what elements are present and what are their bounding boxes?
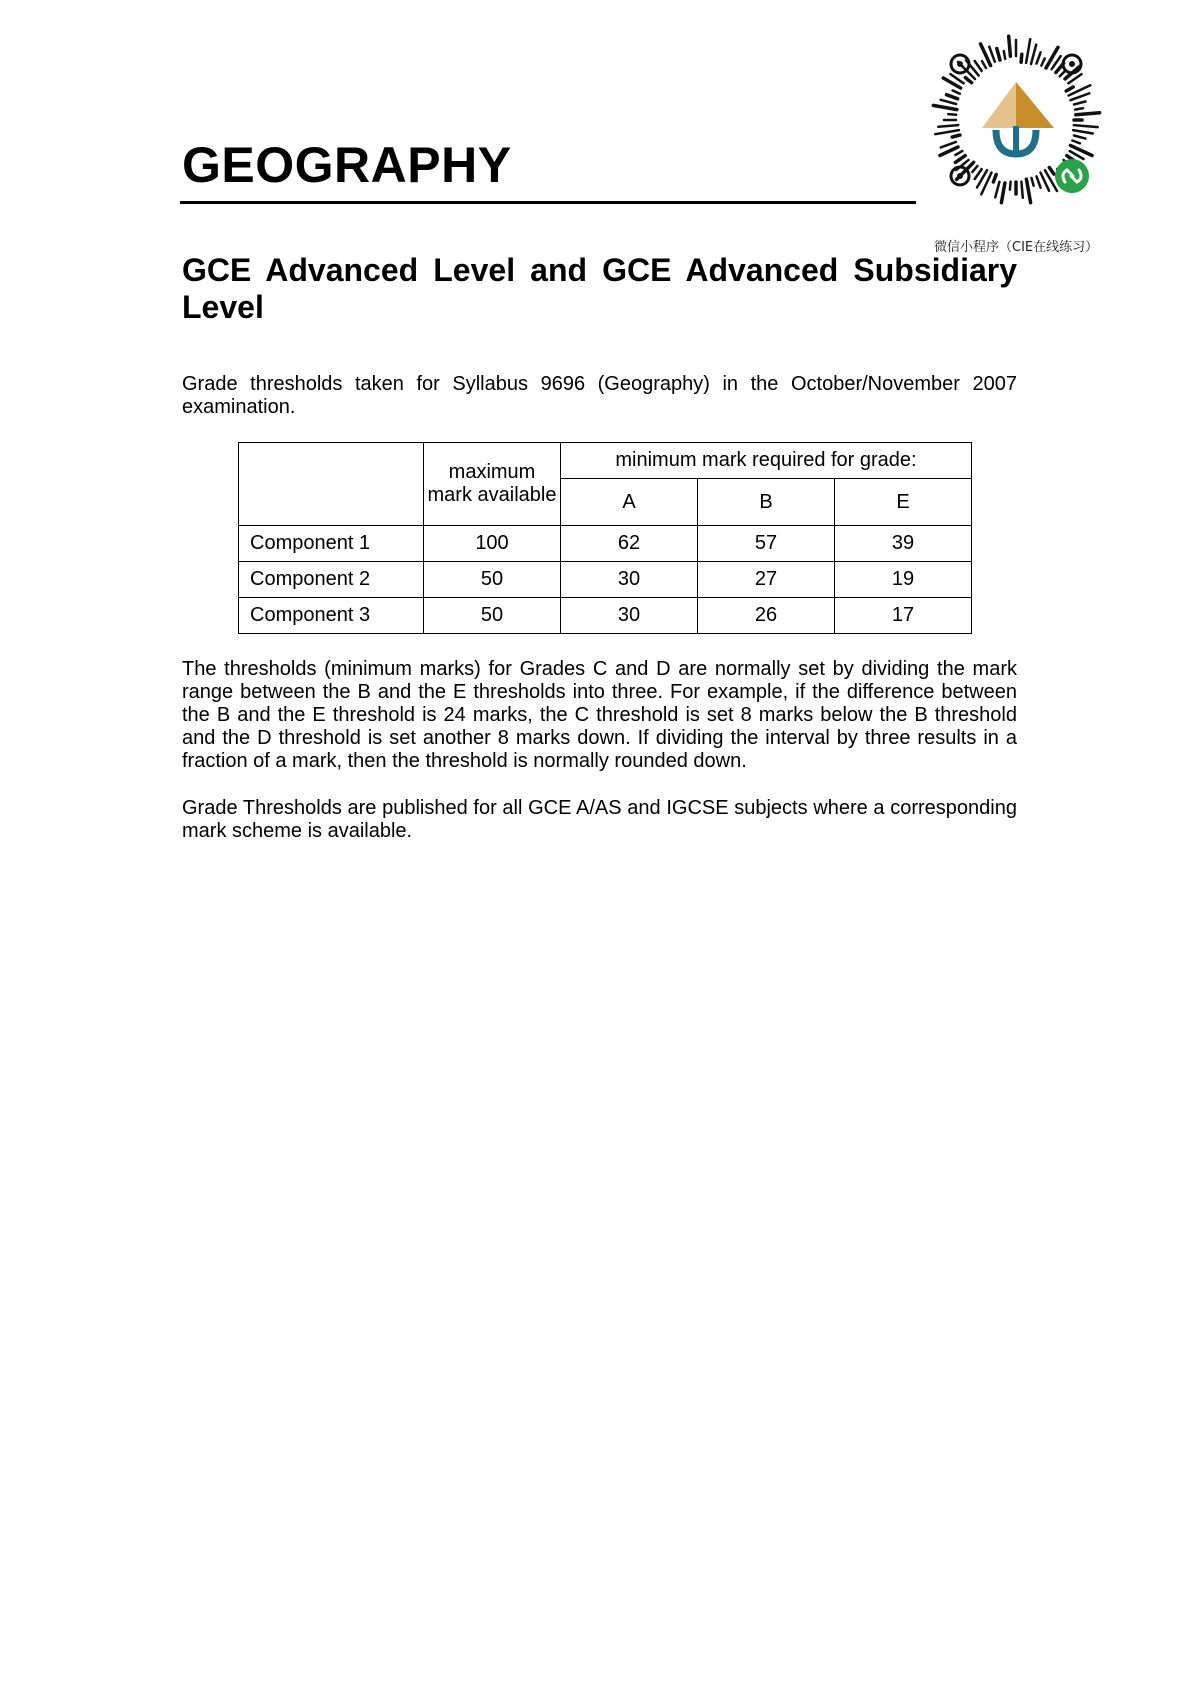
component-label: Component 1	[239, 526, 424, 562]
qualification-heading: GCE Advanced Level and GCE Advanced Subsidiary Level	[182, 252, 1017, 325]
component-label: Component 3	[239, 598, 424, 634]
title-rule	[180, 201, 916, 204]
qr-caption: 微信小程序（CIE在线练习）	[934, 240, 1099, 255]
grade-a-cell: 30	[561, 598, 698, 634]
grade-a-header: A	[561, 479, 698, 526]
publication-note-paragraph: Grade Thresholds are published for all GCE A/AS and IGCSE subjects where a corresponding mark scheme is available.	[182, 797, 1017, 842]
threshold-note-paragraph: The thresholds (minimum marks) for Grades C and D are normally set by dividing the mark range between the B and the E thresholds into three. For example, if the difference between the B and the E threshold is 24 marks, the C threshold is set 8 marks below the B threshold and the D threshold is set another 8 marks down. If dividing the interval by three results in a fraction of a mark, then the threshold is normally rounded down.	[182, 658, 1017, 772]
max-mark-header: maximum mark available	[424, 443, 561, 526]
wechat-qr-code-icon	[926, 30, 1106, 210]
table-row	[239, 562, 972, 598]
grade-e-cell: 17	[835, 598, 972, 634]
table-row	[239, 526, 972, 562]
grade-a-cell: 62	[561, 526, 698, 562]
max-mark-cell: 50	[424, 562, 561, 598]
min-mark-header: minimum mark required for grade:	[561, 443, 972, 479]
page-title: GEOGRAPHY	[182, 137, 512, 193]
grade-a-cell: 30	[561, 562, 698, 598]
max-mark-cell: 50	[424, 598, 561, 634]
intro-paragraph: Grade thresholds taken for Syllabus 9696 (Geography) in the October/November 2007 examination.	[182, 373, 1017, 418]
grade-threshold-table	[238, 442, 972, 634]
grade-b-cell: 57	[698, 526, 835, 562]
grade-e-cell: 19	[835, 562, 972, 598]
max-mark-cell: 100	[424, 526, 561, 562]
grade-e-cell: 39	[835, 526, 972, 562]
grade-b-cell: 26	[698, 598, 835, 634]
grade-e-header: E	[835, 479, 972, 526]
grade-b-header: B	[698, 479, 835, 526]
table-row	[239, 598, 972, 634]
grade-b-cell: 27	[698, 562, 835, 598]
component-label: Component 2	[239, 562, 424, 598]
table-corner-cell	[239, 443, 424, 526]
